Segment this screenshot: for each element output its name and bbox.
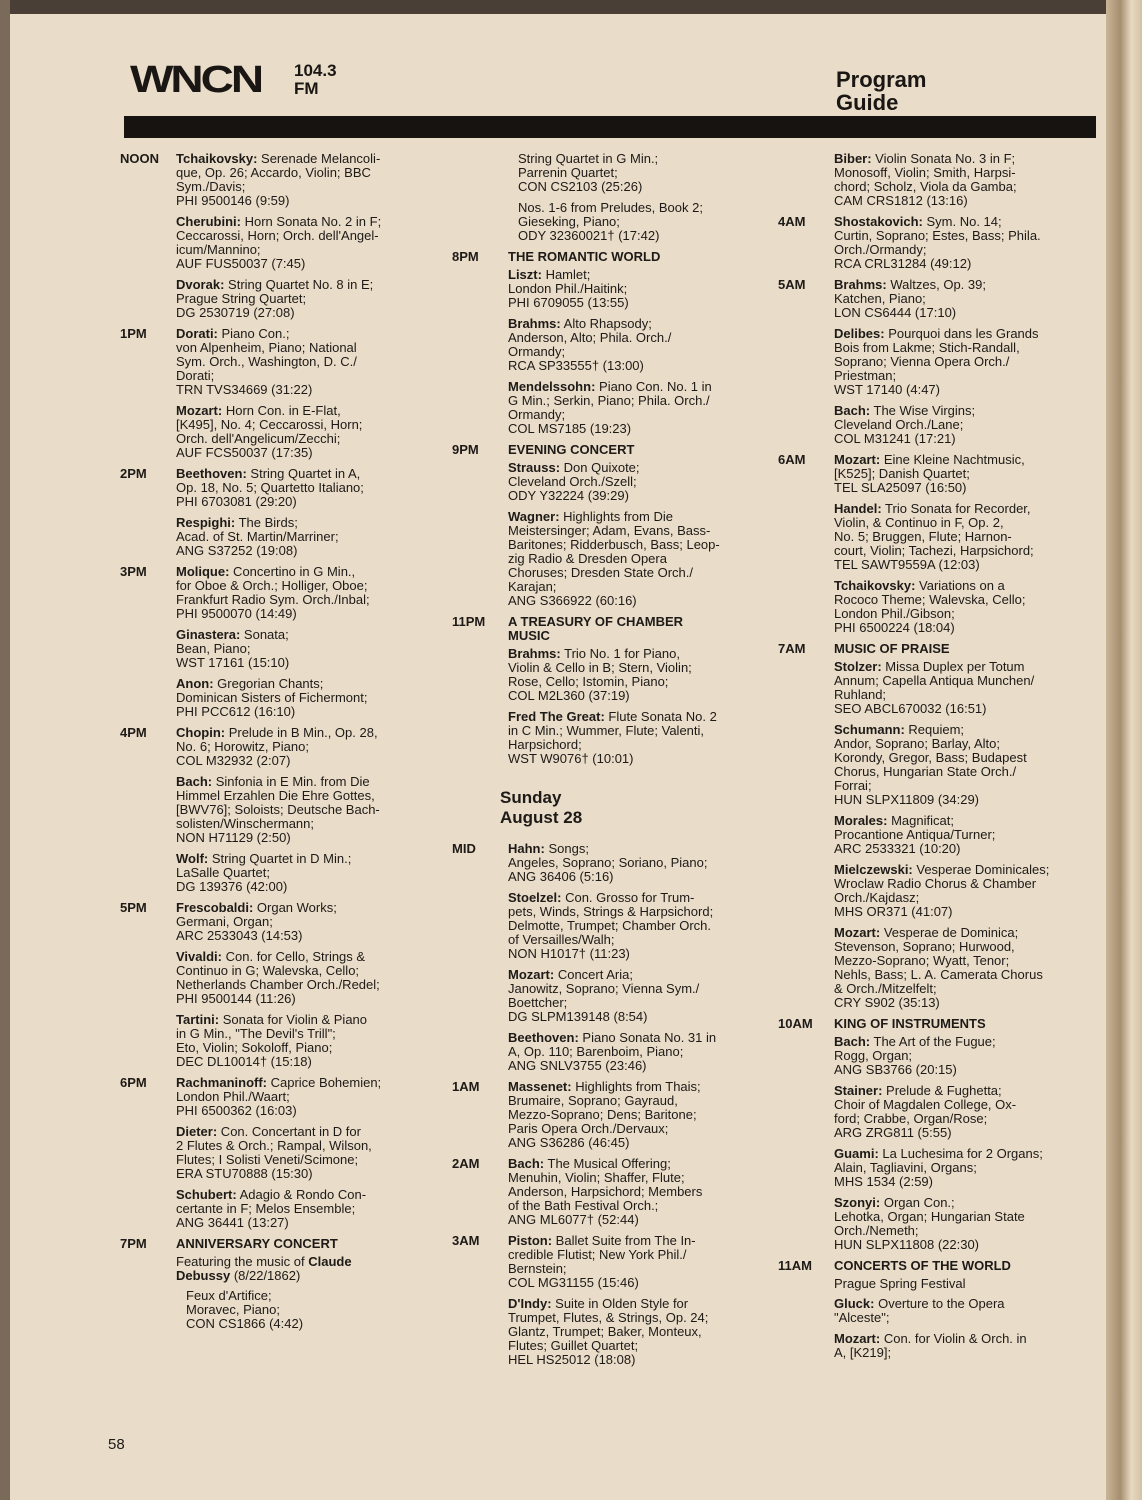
composer-name: Massenet: [508, 1079, 572, 1094]
slot-body [508, 250, 738, 436]
time-label: 10AM [778, 1016, 813, 1031]
composer-name: Molique: [176, 564, 230, 579]
listing-entry [176, 215, 406, 271]
work-details: Concertino in G Min., for Oboe & Orch.; Holliger, Oboe; Frankfurt Radio Sym. Orch./Inbal; PHI 9500070 (14:49) [176, 564, 370, 621]
work-details: Alto Rhapsody; Anderson, Alto; Phila. Orch./ Ormandy; RCA SP33555† (13:00) [508, 316, 672, 373]
time-label: 11PM [452, 614, 486, 629]
composer-name: Anon: [176, 676, 214, 691]
slot-body [508, 443, 738, 608]
composer-name: Szonyi: [834, 1195, 881, 1210]
program-title: THE ROMANTIC WORLD [508, 249, 661, 264]
slot-body [508, 615, 738, 766]
slot-body [176, 901, 406, 1069]
time-slot [120, 1076, 406, 1230]
composer-name: Chopin: [176, 725, 226, 740]
slot-body [834, 278, 1068, 446]
work-details: Waltzes, Op. 39; Katchen, Piano; LON CS6444 (17:10) [834, 277, 986, 320]
header-rule [124, 116, 1096, 138]
time-label: 3AM [452, 1233, 480, 1248]
work-details: Violin Sonata No. 3 in F; Monosoff, Violin; Smith, Harpsi- chord; Scholz, Viola da Gamba; CAM CRS1812 (13:16) [834, 151, 1017, 208]
composer-name: Wolf: [176, 851, 209, 866]
work-details: Sym. No. 14; Curtin, Soprano; Estes, Bass; Phila. Orch./Ormandy; RCA CRL31284 (49:12) [834, 214, 1041, 271]
listing-entry [834, 278, 1068, 320]
work-details: Overture to the Opera "Alceste"; [834, 1296, 1005, 1325]
work-details: The Musical Offering; Menuhin, Violin; Shaffer, Flute; Anderson, Harpsichord; Members of the Bath Festival Orch.; ANG ML6077† (52:44) [508, 1156, 703, 1227]
work-details: Requiem; Andor, Soprano; Barlay, Alto; Korondy, Gregor, Bass; Budapest Chorus, Hungarian State Orch./ Forrai; HUN SLPX11809 (34:29) [834, 722, 1027, 807]
slot-body [508, 1157, 738, 1227]
slot-body [834, 1017, 1068, 1252]
listing-entry [508, 968, 738, 1024]
program-title: EVENING CONCERT [508, 442, 635, 457]
composer-name: Bach: [508, 1156, 545, 1171]
work-details: Horn Con. in E-Flat, [K495], No. 4; Ceccarossi, Horn; Orch. dell'Angelicum/Zecchi; AUF FCS50037 (17:35) [176, 403, 363, 460]
work-details: Hamlet; London Phil./Haitink; PHI 6709055 (13:55) [508, 267, 629, 310]
listing-entry [834, 453, 1068, 495]
work-details: Concert Aria; Janowitz, Soprano; Vienna Sym./ Boettcher; DG SLPM139148 (8:54) [508, 967, 700, 1024]
page-edge [1106, 0, 1142, 1500]
slot-body [508, 1080, 738, 1150]
time-slot [120, 1237, 406, 1331]
work-details: Flute Sonata No. 2 in C Min.; Wummer, Flute; Valenti, Harpsichord; WST W9076† (10:01) [508, 709, 717, 766]
composer-name: Mozart: [834, 1331, 881, 1346]
slot-body [508, 152, 738, 243]
composer-name: Mozart: [176, 403, 223, 418]
time-slot [778, 453, 1068, 635]
composer-name: Delibes: [834, 326, 885, 341]
slot-body [508, 1234, 738, 1367]
listing-entry [176, 677, 406, 719]
schedule-column-1 [120, 152, 406, 1338]
featured-composer: Claude Debussy [176, 1254, 352, 1283]
work-details: Missa Duplex per Totum Annum; Capella Antiqua Munchen/ Ruhland; SEO ABCL670032 (16:51) [834, 659, 1035, 716]
slot-body [176, 726, 406, 894]
time-slot [452, 250, 738, 436]
listing-entry [176, 152, 406, 208]
listing-entry [176, 1013, 406, 1069]
listing-entry [834, 814, 1068, 856]
time-slot [452, 443, 738, 608]
work-details: Con. for Violin & Orch. in A, [K219]; [834, 1331, 1027, 1360]
composer-name: Tartini: [176, 1012, 220, 1027]
composer-name: Biber: [834, 151, 872, 166]
composer-name: Beethoven: [508, 1030, 579, 1045]
work-details: Gregorian Chants; Dominican Sisters of Fichermont; PHI PCC612 (16:10) [176, 676, 368, 719]
composer-name: Dvorak: [176, 277, 225, 292]
listing-entry [834, 502, 1068, 572]
time-label: 4AM [778, 214, 806, 229]
work-details: Sonata for Violin & Piano in G Min., "The Devil's Trill"; Eto, Violin; Sokoloff, Piano; DEC DL10014† (15:18) [176, 1012, 368, 1069]
time-label: 8PM [452, 249, 479, 264]
work-details: Horn Sonata No. 2 in F; Ceccarossi, Horn; Orch. dell'Angel- icum/Mannino; AUF FUS50037 (7:45) [176, 214, 382, 271]
schedule-column-3 [778, 152, 1068, 1367]
listing-entry [834, 863, 1068, 919]
listing-entry [176, 278, 406, 320]
time-label: 11AM [778, 1258, 812, 1273]
slot-body [834, 152, 1068, 208]
work-details: Piano Con.; von Alpenheim, Piano; National Sym. Orch., Washington, D. C./ Dorati; TRN TVS34669 (31:22) [176, 326, 357, 397]
time-slot [452, 1080, 738, 1150]
listing-entry [508, 510, 738, 608]
composer-name: Liszt: [508, 267, 542, 282]
listing-entry [176, 726, 406, 768]
work-details: Magnificat; Procantione Antiqua/Turner; ARC 2533321 (10:20) [834, 813, 996, 856]
page-number: 58 [108, 1436, 125, 1453]
work-details: Trio Sonata for Recorder, Violin, & Continuo in F, Op. 2, No. 5; Bruggen, Flute; Harnon- court, Violin; Tachezi, Harpsichord; TEL SAWT9559A (12:03) [834, 501, 1034, 572]
listing-entry [176, 950, 406, 1006]
listing-entry [508, 317, 738, 373]
work-details: Con. Concertant in D for 2 Flutes & Orch.; Rampal, Wilson, Flutes; I Solisti Veneti/Scimone; ERA STU70888 (15:30) [176, 1124, 372, 1181]
listing-entry [834, 926, 1068, 1010]
time-slot [452, 1234, 738, 1367]
work-details: Con. for Cello, Strings & Continuo in G; Walevska, Cello; Netherlands Chamber Orch./Redel; PHI 9500144 (11:26) [176, 949, 380, 1006]
composer-name: D'Indy: [508, 1296, 552, 1311]
time-slot [120, 726, 406, 894]
date-heading [500, 788, 738, 828]
listing-entry [176, 1076, 406, 1118]
work-details: Vesperae Dominicales; Wroclaw Radio Chorus & Chamber Orch./Kajdasz; MHS OR371 (41:07) [834, 862, 1050, 919]
work-details: Organ Works; Germani, Organ; ARC 2533043 (14:53) [176, 900, 337, 943]
listing-entry [176, 628, 406, 670]
work-details: Suite in Olden Style for Trumpet, Flutes, & Strings, Op. 24; Glantz, Trumpet; Baker, Monteux, Flutes; Guillet Quartet; HEL HS25012 (18:08) [508, 1296, 709, 1367]
slot-body [176, 152, 406, 320]
time-label: 7PM [120, 1236, 147, 1251]
time-slot [778, 642, 1068, 1010]
composer-name: Mozart: [834, 452, 881, 467]
work-details: Vesperae de Dominica; Stevenson, Soprano; Hurwood, Mezzo-Soprano; Wyatt, Tenor; Nehls, Bass; L. A. Camerata Chorus & Orch./Mitzelfelt; CRY S902 (35:13) [834, 925, 1043, 1010]
listing-entry [186, 1289, 406, 1331]
time-label: 4PM [120, 725, 147, 740]
listing-entry [508, 891, 738, 961]
work-details: Highlights from Thais; Brumaire, Soprano; Gayraud, Mezzo-Soprano; Dens; Baritone; Paris Opera Orch./Dervaux; ANG S36286 (46:45) [508, 1079, 701, 1150]
listing-entry [508, 461, 738, 503]
composer-name: Handel: [834, 501, 882, 516]
work-details: String Quartet No. 8 in E; Prague String Quartet; DG 2530719 (27:08) [176, 277, 374, 320]
listing-entry [176, 901, 406, 943]
date-heading-line: Sunday [500, 788, 562, 807]
work-details: Piano Con. No. 1 in G Min.; Serkin, Piano; Phila. Orch./ Ormandy; COL MS7185 (19:23) [508, 379, 712, 436]
station-frequency: 104.3 FM [294, 61, 337, 98]
work-details: Trio No. 1 for Piano, Violin & Cello in B; Stern, Violin; Rose, Cello; Istomin, Piano; COL M2L360 (37:19) [508, 646, 692, 703]
composer-name: Schumann: [834, 722, 905, 737]
page-title: Program Guide [836, 67, 927, 115]
work-details: Organ Con.; Lehotka, Organ; Hungarian State Orch./Nemeth; HUN SLPX11808 (22:30) [834, 1195, 1025, 1252]
slot-body [176, 327, 406, 460]
time-slot [452, 1157, 738, 1227]
work-details: Don Quixote; Cleveland Orch./Szell; ODY Y32224 (39:29) [508, 460, 640, 503]
work-details: String Quartet in G Min.; Parrenin Quartet; CON CS2103 (25:26) [518, 151, 659, 194]
work-details: String Quartet in D Min.; LaSalle Quartet; DG 139376 (42:00) [176, 851, 352, 894]
composer-name: Fred The Great: [508, 709, 605, 724]
listing-entry [176, 404, 406, 460]
work-details: Songs; Angeles, Soprano; Soriano, Piano; ANG 36406 (5:16) [508, 841, 708, 884]
composer-name: Tchaikovsky: [176, 151, 258, 166]
composer-name: Bach: [834, 1034, 871, 1049]
work-details: Piano Sonata No. 31 in A, Op. 110; Barenboim, Piano; ANG SNLV3755 (23:46) [508, 1030, 717, 1073]
slot-body [834, 453, 1068, 635]
program-title: ANNIVERSARY CONCERT [176, 1236, 338, 1251]
time-label: 9PM [452, 442, 479, 457]
time-label: 1AM [452, 1079, 480, 1094]
listing-entry [176, 1125, 406, 1181]
slot-body [176, 1076, 406, 1230]
listing-entry [834, 1147, 1068, 1189]
slot-body [508, 842, 738, 1073]
work-details: Variations on a Rococo Theme; Walevska, Cello; London Phil./Gibson; PHI 6500224 (18:04) [834, 578, 1026, 635]
work-details: Serenade Melancoli- que, Op. 26; Accardo, Violin; BBC Sym./Davis; PHI 9500146 (9:59) [176, 151, 381, 208]
listing-entry [834, 660, 1068, 716]
listing-entry [508, 1234, 738, 1290]
composer-name: Morales: [834, 813, 888, 828]
listing-entry [508, 710, 738, 766]
time-slot [120, 565, 406, 719]
listing-entry [176, 565, 406, 621]
listing-entry [834, 1297, 1068, 1325]
composer-name: Shostakovich: [834, 214, 923, 229]
composer-name: Guami: [834, 1146, 879, 1161]
listing-entry [176, 516, 406, 558]
listing-entry [176, 1188, 406, 1230]
time-label: 7AM [778, 641, 806, 656]
listing-entry [508, 380, 738, 436]
work-details: Sinfonia in E Min. from Die Himmel Erzahlen Die Ehre Gottes, [BWV76]; Soloists; Deutsche Bach- solisten/Winschermann; NON H71129 (2:50) [176, 774, 380, 845]
listing-entry [508, 1157, 738, 1227]
listing-entry [834, 1332, 1068, 1360]
composer-name: Bach: [834, 403, 871, 418]
composer-name: Stolzer: [834, 659, 882, 674]
work-details: Prelude & Fughetta; Choir of Magdalen College, Ox- ford; Crabbe, Organ/Rose; ARG ZRG811 (5:55) [834, 1083, 1017, 1140]
time-label: NOON [120, 151, 159, 166]
slot-body [176, 467, 406, 558]
composer-name: Cherubini: [176, 214, 241, 229]
composer-name: Mielczewski: [834, 862, 913, 877]
time-label: 6PM [120, 1075, 147, 1090]
time-label: 5AM [778, 277, 806, 292]
slot-body [176, 1237, 406, 1331]
listing-entry [176, 467, 406, 509]
time-label: 6AM [778, 452, 806, 467]
work-details: Caprice Bohemien; London Phil./Waart; PHI 6500362 (16:03) [176, 1075, 382, 1118]
work-details: Highlights from Die Meistersinger; Adam, Evans, Bass- Baritones; Ridderbusch, Bass; Leop- zig Radio & Dresden Opera Choruses; Dresden State Orch./ Karajan; ANG S366922 (60:16) [508, 509, 720, 608]
time-slot [120, 467, 406, 558]
listing-entry [508, 647, 738, 703]
time-label: 3PM [120, 564, 147, 579]
listing-entry [508, 268, 738, 310]
work-details: Pourquoi dans les Grands Bois from Lakme; Stich-Randall, Soprano; Vienna Opera Orch./ Priestman; WST 17140 (4:47) [834, 326, 1039, 397]
composer-name: Hahn: [508, 841, 545, 856]
slot-body [834, 215, 1068, 271]
work-details: Con. Grosso for Trum- pets, Winds, Strings & Harpsichord; Delmotte, Trumpet; Chamber Orch. of Versailles/Walh; NON H1017† (11:23) [508, 890, 714, 961]
work-details: Nos. 1-6 from Preludes, Book 2; Gieseking, Piano; ODY 32360021† (17:42) [518, 200, 703, 243]
time-slot [778, 278, 1068, 446]
listing-entry [508, 1297, 738, 1367]
work-details: Ballet Suite from The In- credible Flutist; New York Phil./ Bernstein; COL MG31155 (15:46) [508, 1233, 696, 1290]
time-label: 2PM [120, 466, 147, 481]
composer-name: Gluck: [834, 1296, 875, 1311]
composer-name: Bach: [176, 774, 213, 789]
listing-entry [176, 852, 406, 894]
page-top-edge [0, 0, 1142, 14]
composer-name: Dorati: [176, 326, 218, 341]
listing-entry [176, 775, 406, 845]
work-details: La Luchesima for 2 Organs; Alain, Tagliavini, Organs; MHS 1534 (2:59) [834, 1146, 1043, 1189]
time-label: 2AM [452, 1156, 480, 1171]
time-label: MID [452, 841, 476, 856]
composer-name: Piston: [508, 1233, 553, 1248]
work-details: String Quartet in A, Op. 18, No. 5; Quartetto Italiano; PHI 6703081 (29:20) [176, 466, 364, 509]
time-slot [778, 1259, 1068, 1360]
composer-name: Brahms: [834, 277, 887, 292]
listing-entry [834, 215, 1068, 271]
composer-name: Wagner: [508, 509, 560, 524]
listing-entry [518, 152, 738, 194]
time-slot [120, 152, 406, 320]
program-subtitle: Prague Spring Festival [834, 1276, 966, 1291]
slot-body [834, 1259, 1068, 1360]
time-slot [778, 152, 1068, 208]
listing-entry [508, 1080, 738, 1150]
work-details: Prelude in B Min., Op. 28, No. 6; Horowitz, Piano; COL M32932 (2:07) [176, 725, 378, 768]
composer-name: Stoelzel: [508, 890, 562, 905]
listing-entry [508, 842, 738, 884]
program-title: MUSIC OF PRAISE [834, 641, 950, 656]
listing-entry [834, 1084, 1068, 1140]
time-slot [452, 615, 738, 766]
composer-name: Rachmaninoff: [176, 1075, 267, 1090]
composer-name: Mozart: [508, 967, 555, 982]
listing-entry [508, 1031, 738, 1073]
program-title: CONCERTS OF THE WORLD [834, 1258, 1011, 1273]
listing-entry [834, 152, 1068, 208]
composer-name: Brahms: [508, 646, 561, 661]
composer-name: Respighi: [176, 515, 236, 530]
composer-name: Tchaikovsky: [834, 578, 916, 593]
composer-name: Mozart: [834, 925, 881, 940]
binding-shadow [0, 0, 10, 1500]
composer-name: Stainer: [834, 1083, 883, 1098]
composer-name: Vivaldi: [176, 949, 223, 964]
listing-entry [834, 404, 1068, 446]
listing-entry [834, 1196, 1068, 1252]
work-details: Sonata; Bean, Piano; WST 17161 (15:10) [176, 627, 290, 670]
program-title: A TREASURY OF CHAMBER MUSIC [508, 614, 684, 643]
composer-name: Frescobaldi: [176, 900, 254, 915]
time-slot [452, 842, 738, 1073]
time-label: 5PM [120, 900, 147, 915]
composer-name: Strauss: [508, 460, 561, 475]
time-slot [778, 215, 1068, 271]
listing-entry [834, 327, 1068, 397]
composer-name: Dieter: [176, 1124, 218, 1139]
listing-entry [518, 201, 738, 243]
work-details: The Birds; Acad. of St. Martin/Marriner; ANG S37252 (19:08) [176, 515, 339, 558]
work-details: Adagio & Rondo Con- certante in F; Melos Ensemble; ANG 36441 (13:27) [176, 1187, 367, 1230]
time-slot [120, 327, 406, 460]
time-slot [778, 1017, 1068, 1252]
work-details: Feux d'Artifice; Moravec, Piano; CON CS1866 (4:42) [186, 1288, 304, 1331]
composer-name: Ginastera: [176, 627, 241, 642]
slot-body [176, 565, 406, 719]
work-details: The Art of the Fugue; Rogg, Organ; ANG SB3766 (20:15) [834, 1034, 996, 1077]
station-logo: WNCN [130, 57, 262, 101]
schedule-column-2 [452, 152, 738, 1374]
time-slot [452, 152, 738, 243]
composer-name: Mendelssohn: [508, 379, 596, 394]
listing-entry [834, 579, 1068, 635]
listing-entry [834, 723, 1068, 807]
work-details: The Wise Virgins; Cleveland Orch./Lane; COL M31241 (17:21) [834, 403, 976, 446]
program-title: KING OF INSTRUMENTS [834, 1016, 986, 1031]
program-subtitle: Featuring the music of Claude Debussy (8/22/1862) [176, 1254, 352, 1283]
listing-entry [176, 327, 406, 397]
composer-name: Brahms: [508, 316, 561, 331]
work-details: Eine Kleine Nachtmusic, [K525]; Danish Quartet; TEL SLA25097 (16:50) [834, 452, 1025, 495]
date-heading-line: August 28 [500, 808, 583, 827]
composer-name: Beethoven: [176, 466, 247, 481]
time-label: 1PM [120, 326, 147, 341]
listing-entry [834, 1035, 1068, 1077]
slot-body [834, 642, 1068, 1010]
composer-name: Schubert: [176, 1187, 237, 1202]
time-slot [120, 901, 406, 1069]
